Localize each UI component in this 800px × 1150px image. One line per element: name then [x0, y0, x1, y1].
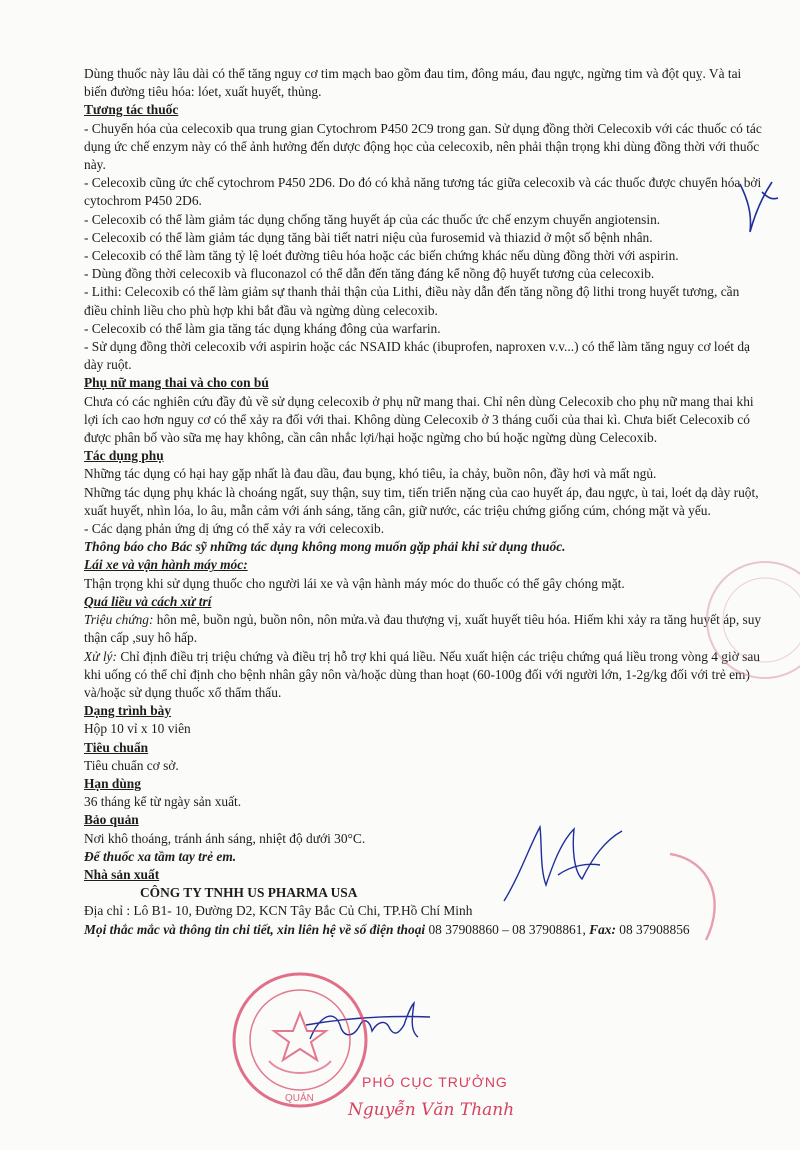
paragraph: - Dùng đồng thời celecoxib và fluconazol có thể dẫn đến tăng đáng kể nồng độ huyết tương của celecoxib. — [84, 266, 655, 282]
paragraph: Tiêu chuẩn cơ sở. — [84, 757, 179, 773]
paragraph: - Celecoxib có thể làm tăng tỷ lệ loét đường tiêu hóa hoặc các biến chứng khác nếu dùng đồng thời với aspirin. — [84, 248, 679, 264]
paragraph: Thận trọng khi sử dụng thuốc cho người lái xe và vận hành máy móc do thuốc có thể gây chóng mặt. — [84, 575, 625, 591]
paragraph: Hộp 10 vỉ x 10 viên — [84, 721, 191, 737]
side-stamp-partial — [695, 555, 800, 685]
paragraph: - Chuyển hóa của celecoxib qua trung gian Cytochrom P450 2C9 trong gan. Sử dụng đồng thời Celecoxib với các thuốc có tác dụng ức chế enzym này có thể ảnh hưởng đến dược động học của celecoxib, nên phải thận trọng khi dùng đồng thời với thuốc này. — [84, 120, 762, 173]
section-heading: Quá liều và cách xử trí — [84, 593, 212, 609]
section-heading: Hạn dùng — [84, 775, 141, 791]
paragraph: - Lithi: Celecoxib có thể làm giảm sự thanh thải thận của Lithi, điều này dẫn đến tăng nồng độ lithi trong huyết tương, cần điều chỉnh liều cho phù hợp khi bắt đầu và ngừng dùng celecoxib. — [84, 284, 740, 318]
company-name: CÔNG TY TNHH US PHARMA USA — [140, 885, 358, 901]
official-stamp-seal — [225, 965, 375, 1115]
section-heading: Bảo quản — [84, 812, 139, 828]
paragraph-lead: Triệu chứng: — [84, 612, 154, 628]
paragraph: - Sử dụng đồng thời celecoxib với aspirin hoặc các NSAID khác (ibuprofen, naproxen v.v...) có thể làm tăng nguy cơ loét dạ dày ruột. — [84, 339, 750, 373]
paragraph: - Celecoxib cũng ức chế cytochrom P450 2D6. Do đó có khả năng tương tác giữa celecoxib và các thuốc được chuyển hóa bởi cytochrom P450 2D6. — [84, 175, 762, 209]
stamp-name: Nguyễn Văn Thanh — [348, 1100, 515, 1120]
paragraph: - Celecoxib có thể làm giảm tác dụng tăng bài tiết natri niệu của furosemid và thiazid ở một số bệnh nhân. — [84, 229, 653, 245]
paragraph-body: hôn mê, buồn ngủ, buồn nôn, nôn mửa.và đau thượng vị, xuất huyết tiêu hóa. Hiếm khi xảy ra tăng huyết áp, suy thận cấp ,suy hô hấp. — [84, 612, 762, 646]
section-heading: Dạng trình bày — [84, 703, 172, 719]
paragraph: Dùng thuốc này lâu dài có thể tăng nguy cơ tim mạch bao gồm đau tim, đông máu, đau ngực, ngừng tim và đột quỵ. Và tai biến đường tiêu hóa: lóet, xuất huyết, thủng. — [84, 66, 742, 100]
contact-fax: Fax: — [589, 921, 616, 937]
section-heading: Tác dụng phụ — [84, 448, 164, 464]
contact-fax-no: 08 37908856 — [615, 921, 690, 937]
paragraph: 36 tháng kể từ ngày sản xuất. — [84, 794, 242, 810]
emphasis-note: Thông báo cho Bác sỹ những tác dụng không mong muốn gặp phải khi sử dụng thuốc. — [84, 539, 566, 555]
section-heading: Lái xe và vận hành máy móc: — [84, 557, 248, 573]
paragraph: Địa chỉ : Lô B1- 10, Đường D2, KCN Tây Bắc Củ Chi, TP.Hồ Chí Minh — [84, 903, 473, 919]
section-heading: Phụ nữ mang thai và cho con bú — [84, 375, 269, 391]
paragraph: - Celecoxib có thể làm giảm tác dụng chống tăng huyết áp của các thuốc ức chế enzym chuyển angiotensin. — [84, 211, 661, 227]
svg-text:QUẢN: QUẢN — [285, 1093, 314, 1104]
section-heading: Tiêu chuẩn — [84, 739, 149, 755]
margin-tick-mark — [730, 170, 780, 240]
stamp-title: PHÓ CỤC TRƯỞNG — [362, 1074, 508, 1090]
paragraph: Chưa có các nghiên cứu đầy đủ về sử dụng celecoxib ở phụ nữ mang thai. Chỉ nên dùng Celecoxib cho phụ nữ mang thai khi lợi ích cao hơn nguy cơ có thể xảy ra đối với thai. Không dùng Celecoxib ở 3 tháng cuối của thai kì. Chưa biết Celecoxib có được phân bố vào sữa mẹ hay không, cần cân nhắc lợi/hại hoặc ngừng cho bú hoặc ngừng dùng Celecoxib. — [84, 393, 754, 446]
paragraph: - Celecoxib có thể làm gia tăng tác dụng kháng đông của warfarin. — [84, 320, 441, 336]
section-heading: Nhà sản xuất — [84, 866, 160, 882]
paragraph — [84, 611, 764, 647]
leaflet-text — [84, 65, 764, 939]
section-heading: Tương tác thuốc — [84, 102, 179, 118]
upper-signature — [500, 815, 640, 905]
paragraph — [84, 648, 764, 703]
paragraph-body: Chỉ định điều trị triệu chứng và điều trị hỗ trợ khi quá liều. Nếu xuất hiện các triệu chứng quá liều trong vòng 4 giờ sau khi uống có thể chỉ định cho bệnh nhân gây nôn và/hoặc dùng than hoạt (60-100g đối với người lớn, 1-2g/kg đối với trẻ em) và/hoặc sử dụng thuốc xổ thẩm thấu. — [84, 648, 760, 700]
paragraph-lead: Xử lý: — [84, 648, 117, 664]
paragraph: - Các dạng phản ứng dị ứng có thể xảy ra với celecoxib. — [84, 521, 385, 537]
paragraph: Những tác dụng phụ khác là choáng ngất, suy thận, suy tim, tiến triển nặng của cao huyết áp, đau ngực, ù tai, loét dạ dày ruột, xuất huyết, nhìn lóa, lo âu, mẫn cảm với ánh sáng, tăng cân, giữ nước, các triệu chứng giống cúm, chóng mặt và yếu. — [84, 484, 759, 518]
emphasis-note: Để thuốc xa tầm tay trẻ em. — [84, 848, 237, 864]
contact-s: 08 37908860 – 08 37908861, — [425, 921, 590, 937]
lower-side-stamp-partial — [660, 850, 730, 960]
paragraph: Nơi khô thoáng, tránh ánh sáng, nhiệt độ dưới 30°C. — [84, 830, 366, 846]
paragraph: Những tác dụng có hại hay gặp nhất là đau dầu, đau bụng, khó tiêu, ỉa chảy, buồn nôn, đầy hơi và mất ngủ. — [84, 466, 657, 482]
contact-lead: Mọi thắc mắc và thông tin chi tiết, xin liên hệ về số điện thoại — [84, 921, 426, 937]
